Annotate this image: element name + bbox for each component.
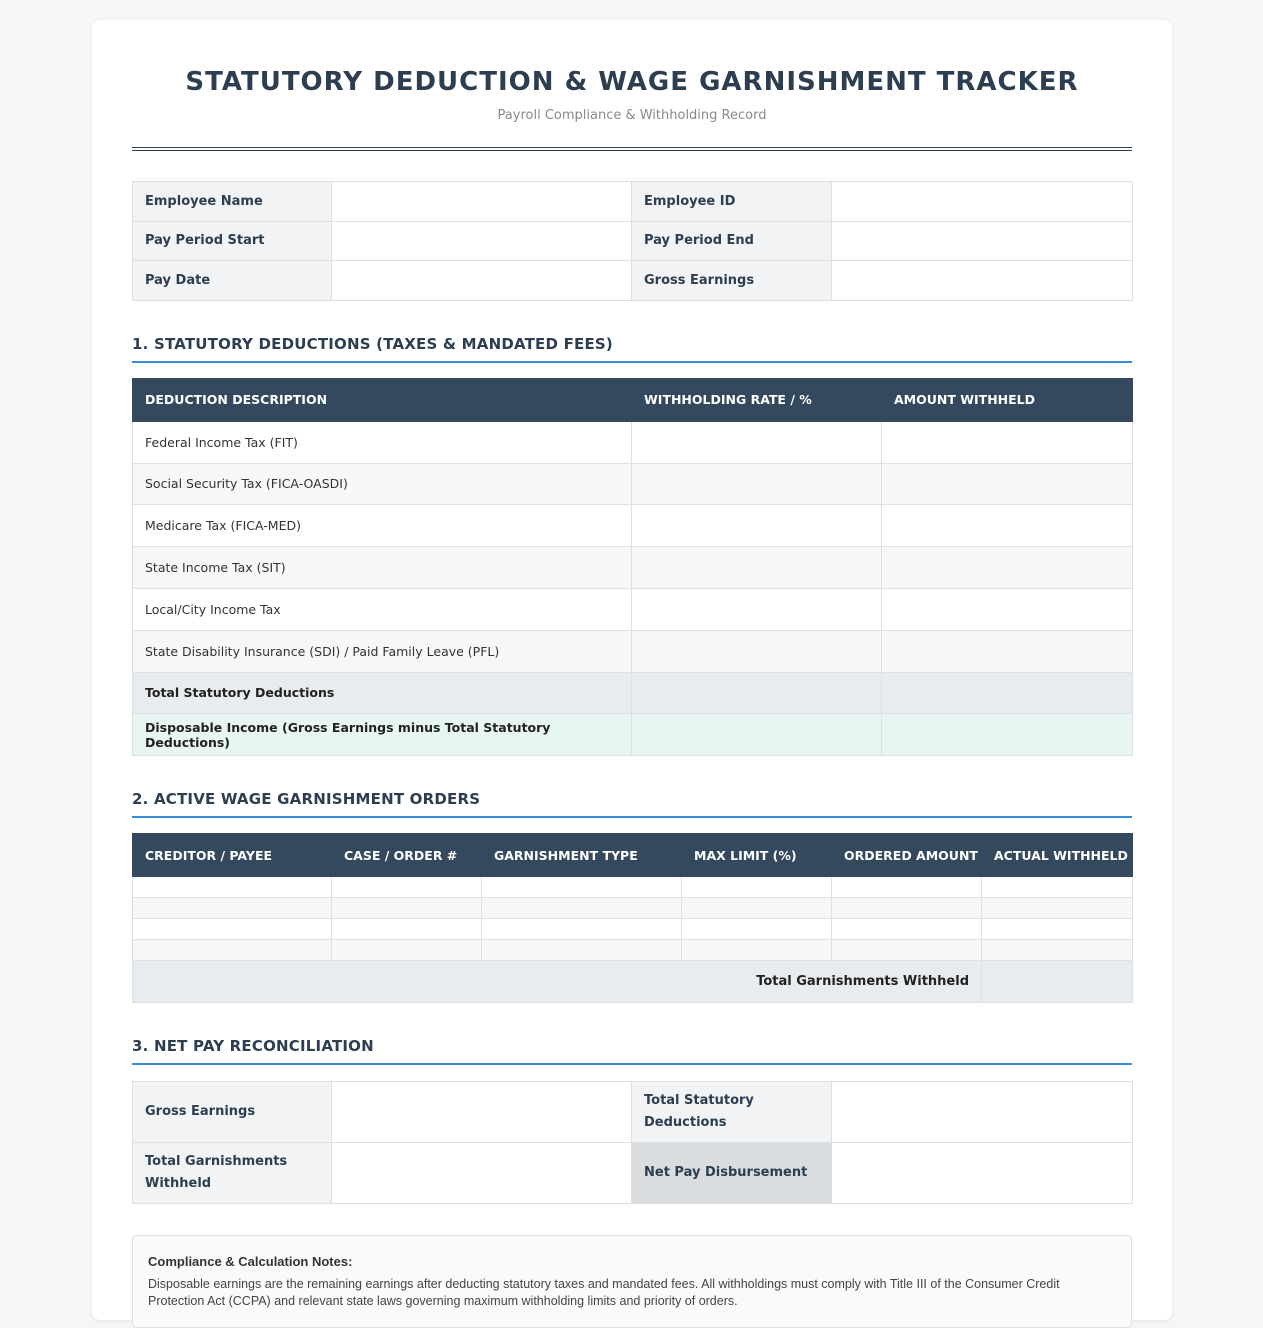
withholding-rate-field[interactable] — [632, 547, 882, 589]
ordered-amount-field[interactable] — [832, 898, 982, 919]
withholding-rate-field[interactable] — [632, 505, 882, 547]
pay-period-start-field[interactable] — [332, 221, 632, 261]
case-order-field[interactable] — [332, 898, 482, 919]
actual-withheld-field[interactable] — [982, 898, 1133, 919]
gross-earnings-field[interactable] — [832, 261, 1133, 301]
total-statutory-rate-field[interactable] — [632, 672, 882, 714]
disposable-income-label: Disposable Income (Gross Earnings minus Total Statutory Deductions) — [133, 714, 632, 756]
total-garnishments-field[interactable] — [982, 961, 1133, 1003]
withholding-rate-field[interactable] — [632, 630, 882, 672]
section-net-pay-title: 3. NET PAY RECONCILIATION — [132, 1037, 1132, 1065]
max-limit-field[interactable] — [682, 940, 832, 961]
employee-info-table — [132, 181, 1133, 301]
page-subtitle: Payroll Compliance & Withholding Record — [497, 108, 767, 123]
compliance-notes — [132, 1235, 1132, 1328]
actual-withheld-field[interactable] — [982, 877, 1133, 898]
deduction-description: State Income Tax (SIT) — [133, 547, 632, 589]
garnishment-type-field[interactable] — [482, 877, 682, 898]
col-header-max-limit: MAX LIMIT (%) — [682, 834, 832, 877]
col-header-actual-withheld: ACTUAL WITHHELD — [982, 834, 1133, 877]
max-limit-field[interactable] — [682, 919, 832, 940]
deduction-description: Federal Income Tax (FIT) — [133, 421, 632, 463]
recon-gross-earnings-label: Gross Earnings — [133, 1082, 332, 1143]
creditor-field[interactable] — [133, 940, 332, 961]
deduction-description: Medicare Tax (FICA-MED) — [133, 505, 632, 547]
net-pay-field[interactable] — [832, 1143, 1133, 1204]
garnishment-orders-table — [132, 833, 1133, 1003]
amount-withheld-field[interactable] — [882, 630, 1133, 672]
amount-withheld-field[interactable] — [882, 505, 1133, 547]
garnishment-type-field[interactable] — [482, 898, 682, 919]
col-header-garnishment-type: GARNISHMENT TYPE — [482, 834, 682, 877]
creditor-field[interactable] — [133, 919, 332, 940]
actual-withheld-field[interactable] — [982, 919, 1133, 940]
creditor-field[interactable] — [133, 898, 332, 919]
employee-name-field[interactable] — [332, 182, 632, 222]
max-limit-field[interactable] — [682, 877, 832, 898]
section-garnishment-title: 2. ACTIVE WAGE GARNISHMENT ORDERS — [132, 790, 1132, 818]
garnishment-type-field[interactable] — [482, 919, 682, 940]
net-pay-reconciliation-table — [132, 1081, 1133, 1204]
employee-id-field[interactable] — [832, 182, 1133, 222]
ordered-amount-field[interactable] — [832, 940, 982, 961]
amount-withheld-field[interactable] — [882, 421, 1133, 463]
withholding-rate-field[interactable] — [632, 421, 882, 463]
col-header-ordered-amount: ORDERED AMOUNT — [832, 834, 982, 877]
disposable-income-amount-field[interactable] — [882, 714, 1133, 756]
col-header-amount-withheld: AMOUNT WITHHELD — [882, 378, 1133, 421]
deduction-description: State Disability Insurance (SDI) / Paid Family Leave (PFL) — [133, 630, 632, 672]
pay-period-end-field[interactable] — [832, 221, 1133, 261]
pay-period-start-label: Pay Period Start — [133, 221, 332, 261]
document-sheet — [92, 20, 1172, 1320]
col-header-creditor: CREDITOR / PAYEE — [133, 834, 332, 877]
gross-earnings-label: Gross Earnings — [632, 261, 832, 301]
col-header-case-order: CASE / ORDER # — [332, 834, 482, 877]
recon-total-garnishments-field[interactable] — [332, 1143, 632, 1204]
amount-withheld-field[interactable] — [882, 547, 1133, 589]
recon-gross-earnings-field[interactable] — [332, 1082, 632, 1143]
deduction-description: Social Security Tax (FICA-OASDI) — [133, 463, 632, 505]
header-divider — [132, 147, 1132, 151]
section-statutory-title: 1. STATUTORY DEDUCTIONS (TAXES & MANDATED FEES) — [132, 335, 1132, 363]
withholding-rate-field[interactable] — [632, 463, 882, 505]
notes-title: Compliance & Calculation Notes: — [148, 1254, 353, 1270]
pay-date-field[interactable] — [332, 261, 632, 301]
page-title: STATUTORY DEDUCTION & WAGE GARNISHMENT TRACKER — [185, 67, 1079, 97]
pay-date-label: Pay Date — [133, 261, 332, 301]
amount-withheld-field[interactable] — [882, 588, 1133, 630]
total-garnishments-label: Total Garnishments Withheld — [133, 961, 982, 1003]
pay-period-end-label: Pay Period End — [632, 221, 832, 261]
case-order-field[interactable] — [332, 940, 482, 961]
ordered-amount-field[interactable] — [832, 919, 982, 940]
recon-total-garnishments-label: Total Garnishments Withheld — [133, 1143, 332, 1204]
recon-total-statutory-field[interactable] — [832, 1082, 1133, 1143]
total-statutory-label: Total Statutory Deductions — [133, 672, 632, 714]
recon-total-statutory-label: Total Statutory Deductions — [632, 1082, 832, 1143]
disposable-income-rate-field[interactable] — [632, 714, 882, 756]
employee-id-label: Employee ID — [632, 182, 832, 222]
max-limit-field[interactable] — [682, 898, 832, 919]
case-order-field[interactable] — [332, 877, 482, 898]
statutory-deductions-table — [132, 378, 1133, 756]
actual-withheld-field[interactable] — [982, 940, 1133, 961]
notes-body: Disposable earnings are the remaining earnings after deducting statutory taxes and mandated fees. All withholdings must comply with Title III of the Consumer Credit Protection Act (CCPA) and relevant state laws governing maximum withholding limits and priority of orders. — [148, 1277, 1060, 1309]
employee-name-label: Employee Name — [133, 182, 332, 222]
creditor-field[interactable] — [133, 877, 332, 898]
garnishment-type-field[interactable] — [482, 940, 682, 961]
deduction-description: Local/City Income Tax — [133, 588, 632, 630]
withholding-rate-field[interactable] — [632, 588, 882, 630]
net-pay-label: Net Pay Disbursement — [632, 1143, 832, 1204]
case-order-field[interactable] — [332, 919, 482, 940]
amount-withheld-field[interactable] — [882, 463, 1133, 505]
total-statutory-amount-field[interactable] — [882, 672, 1133, 714]
ordered-amount-field[interactable] — [832, 877, 982, 898]
col-header-withholding-rate: WITHHOLDING RATE / % — [632, 378, 882, 421]
col-header-deduction-description: DEDUCTION DESCRIPTION — [133, 378, 632, 421]
